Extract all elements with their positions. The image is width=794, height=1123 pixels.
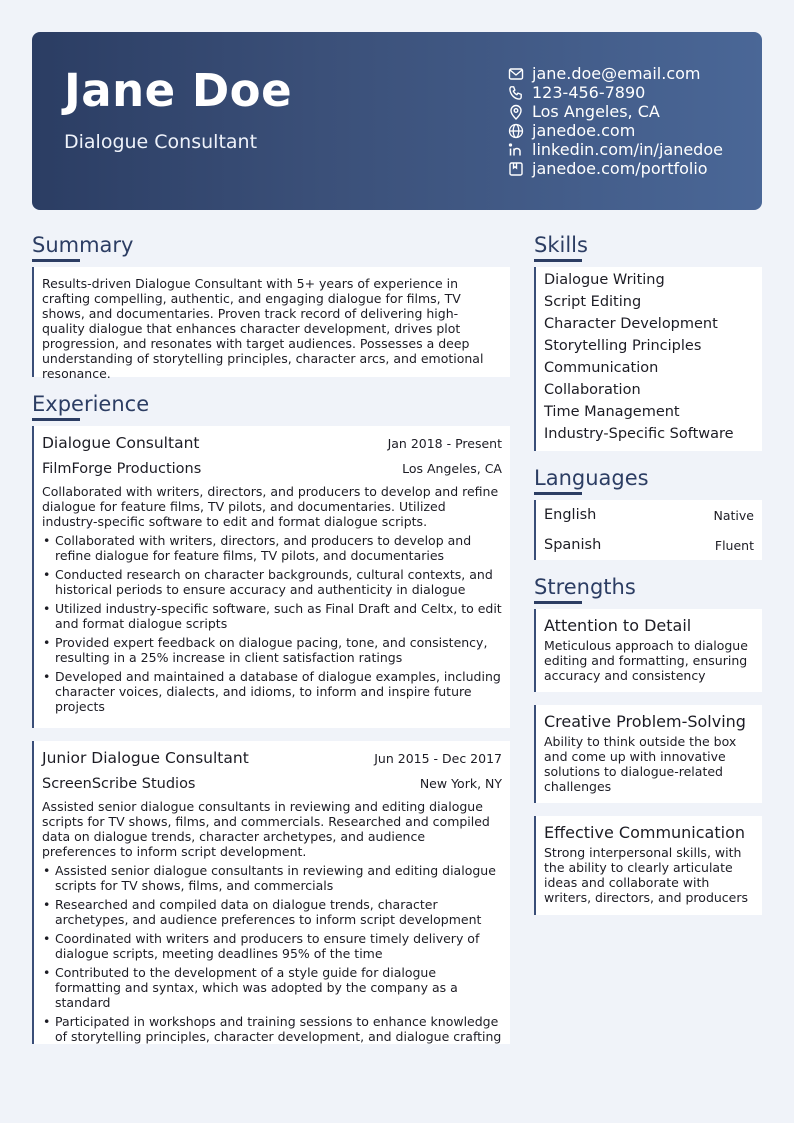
language-row [544,530,754,560]
job-dates: Jan 2018 - Present [387,436,502,451]
contact-linkedin-text: linkedin.com/in/janedoe [532,140,723,159]
phone-icon [508,85,524,101]
skill-item: Script Editing [544,294,642,310]
skills-rule [534,259,582,262]
languages-rule [534,492,582,495]
list-item: • Collaborated with writers, directors, and producers to develop and refine dialogue for feature films, TV pilots, and documentaries [43,533,472,563]
job-card [32,741,510,1044]
job-bullet-list [42,863,502,1044]
contact-location-text: Los Angeles, CA [532,102,660,121]
summary-card [32,267,510,381]
contact-phone[interactable] [508,83,723,102]
globe-icon [508,123,524,139]
languages-card [534,500,762,560]
strength-description: Strong interpersonal skills, with the ability to clearly articulate ideas and collaborate with writers, directors, and producers [544,845,749,905]
skill-item: Industry-Specific Software [544,426,734,442]
list-item: • Provided expert feedback on dialogue pacing, tone, and consistency, resulting in a 25% increase in client satisfaction ratings [43,635,488,665]
skill-item: Dialogue Writing [544,272,665,288]
list-item: • Researched and compiled data on dialogue trends, character archetypes, and audience preferences to inform script development [43,897,482,927]
job-card [32,426,510,728]
contact-portfolio-text: janedoe.com/portfolio [532,159,708,178]
contact-list [508,64,723,178]
contact-location [508,102,723,121]
strengths-rule [534,601,582,604]
summary-text: Results-driven Dialogue Consultant with 5+ years of experience in crafting compelling, authentic, and engaging dialogue for films, TV shows, and documentaries. Proven track record of delivering high-quality dialogue that enhances character development, drives plot progression, and resonates with target audiences. Possesses a deep understanding of storytelling principles, character arcs, and emotional resonance. [42,276,484,381]
contact-website[interactable] [508,121,723,140]
strength-description: Ability to think outside the box and come up with innovative solutions to dialogue-related challenges [544,734,737,794]
list-item: • Participated in workshops and training sessions to enhance knowledge of storytelling principles, character development, and dialogue crafting [43,1014,502,1044]
job-company: FilmForge Productions [42,461,202,477]
resume-header [32,32,762,210]
candidate-title: Dialogue Consultant [64,131,258,153]
mail-icon [508,66,524,82]
contact-website-text: janedoe.com [532,121,636,140]
job-company: ScreenScribe Studios [42,776,196,792]
experience-heading: Experience [32,392,150,416]
languages-heading: Languages [534,466,649,490]
experience-rule [32,418,80,421]
contact-email[interactable] [508,64,723,83]
list-item: • Conducted research on character backgrounds, cultural contexts, and historical periods to ensure accuracy and authenticity in dialogue [43,567,493,597]
skill-item: Time Management [544,404,680,420]
job-location: New York, NY [419,776,502,791]
strength-card [534,816,762,915]
skill-item: Communication [544,360,659,376]
list-item: • Contributed to the development of a style guide for dialogue formatting and syntax, which was adopted by the company as a standard [43,965,458,1010]
strengths-heading: Strengths [534,575,636,599]
strength-title: Creative Problem-Solving [544,712,746,731]
portfolio-icon [508,161,524,177]
location-icon [508,104,524,120]
list-item: • Developed and maintained a database of dialogue examples, including character voices, dialects, and idioms, to inform and inspire future projects [43,669,501,714]
job-title: Dialogue Consultant [42,434,200,452]
list-item: • Utilized industry-specific software, such as Final Draft and Celtx, to edit and format dialogue scripts [43,601,502,631]
language-name: English [544,507,597,523]
skills-card [534,267,762,451]
language-row [544,500,754,530]
list-item: • Coordinated with writers and producers to ensure timely delivery of dialogue scripts, meeting deadlines 95% of the time [43,931,480,961]
skills-heading: Skills [534,233,588,257]
job-title: Junior Dialogue Consultant [42,749,249,767]
candidate-name: Jane Doe [64,64,293,117]
summary-rule [32,259,80,262]
strength-title: Effective Communication [544,823,745,842]
strength-card [534,609,762,692]
language-level: Native [713,507,754,523]
skill-item: Storytelling Principles [544,338,702,354]
strength-description: Meticulous approach to dialogue editing and formatting, ensuring accuracy and consistency [544,638,748,683]
linkedin-icon [508,142,524,158]
list-item: • Assisted senior dialogue consultants in reviewing and editing dialogue scripts for TV shows, films, and commercials [43,863,496,893]
skill-item: Character Development [544,316,718,332]
summary-heading: Summary [32,233,134,257]
language-name: Spanish [544,537,602,553]
strength-title: Attention to Detail [544,616,692,635]
skill-item: Collaboration [544,382,641,398]
job-dates: Jun 2015 - Dec 2017 [374,751,502,766]
job-location: Los Angeles, CA [402,461,502,476]
contact-linkedin[interactable] [508,140,723,159]
job-bullet-list [42,533,502,714]
contact-portfolio[interactable] [508,159,723,178]
contact-email-text: jane.doe@email.com [532,64,701,83]
language-level: Fluent [714,537,754,553]
contact-phone-text: 123-456-7890 [532,83,646,102]
strength-card [534,705,762,803]
job-description: Collaborated with writers, directors, and producers to develop and refine dialogue for feature films, TV pilots, and documentaries. Utilized industry-specific software to edit and format dialogue scripts. [42,484,499,529]
job-description: Assisted senior dialogue consultants in reviewing and editing dialogue scripts for TV shows, films, and commercials. Researched and compiled data on dialogue trends, character archetypes, and audience preferences to inform script development. [42,799,490,859]
